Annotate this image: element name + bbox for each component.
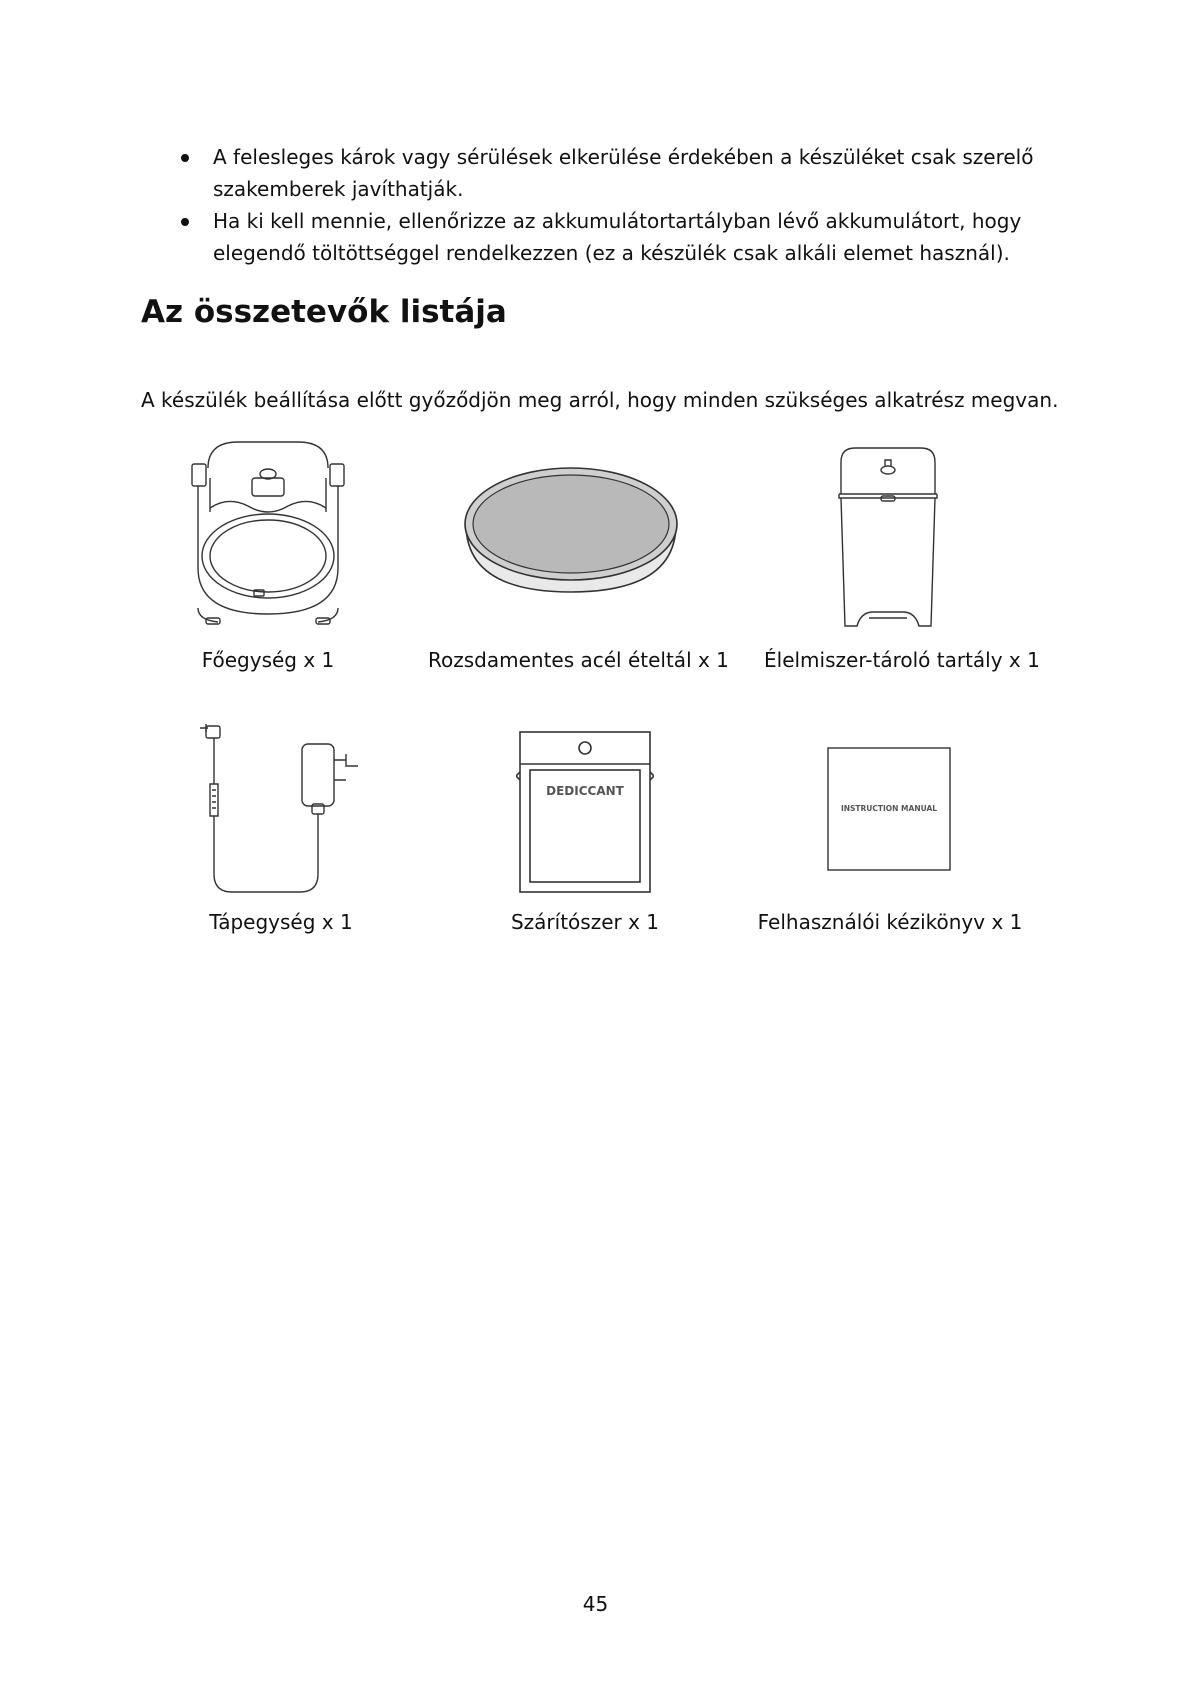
main-unit-icon <box>188 438 348 628</box>
intro-paragraph: A készülék beállítása előtt győződjön meg arról, hogy minden szükséges alkatrész megvan. <box>141 388 1059 412</box>
component-label: Élelmiszer-tároló tartály x 1 <box>764 648 1040 672</box>
power-adapter-icon <box>196 724 366 900</box>
bullet-text: Ha ki kell mennie, ellenőrizze az akkumulátortartályban lévő akkumulátort, hogy elegendő töltöttséggel rendelkezzen (ez a készülék csak alkáli elemet használ). <box>213 209 1022 265</box>
desiccant-label: DEDICCANT <box>546 784 624 798</box>
bullet-item <box>176 141 1076 205</box>
bullet-list <box>176 141 1076 269</box>
manual-cover-title: INSTRUCTION MANUAL <box>840 804 938 813</box>
page-number: 45 <box>582 1592 609 1616</box>
bullet-text: A felesleges károk vagy sérülések elkerülése érdekében a készüléket csak szerelő szakemberek javíthatják. <box>213 145 1034 201</box>
bullet-dot-icon <box>181 154 189 162</box>
section-heading: Az összetevők listája <box>141 294 507 330</box>
manual-icon <box>826 746 952 874</box>
component-label: Főegység x 1 <box>201 648 335 672</box>
bullet-item <box>176 205 1076 269</box>
food-bowl-icon <box>460 462 682 596</box>
component-label: Rozsdamentes acél ételtál x 1 <box>428 648 729 672</box>
component-label: Szárítószer x 1 <box>510 910 660 934</box>
desiccant-pack-icon <box>516 730 654 894</box>
bullet-dot-icon <box>181 218 189 226</box>
component-label: Tápegység x 1 <box>209 910 353 934</box>
storage-container-icon <box>833 444 943 632</box>
component-label: Felhasználói kézikönyv x 1 <box>757 910 1023 934</box>
